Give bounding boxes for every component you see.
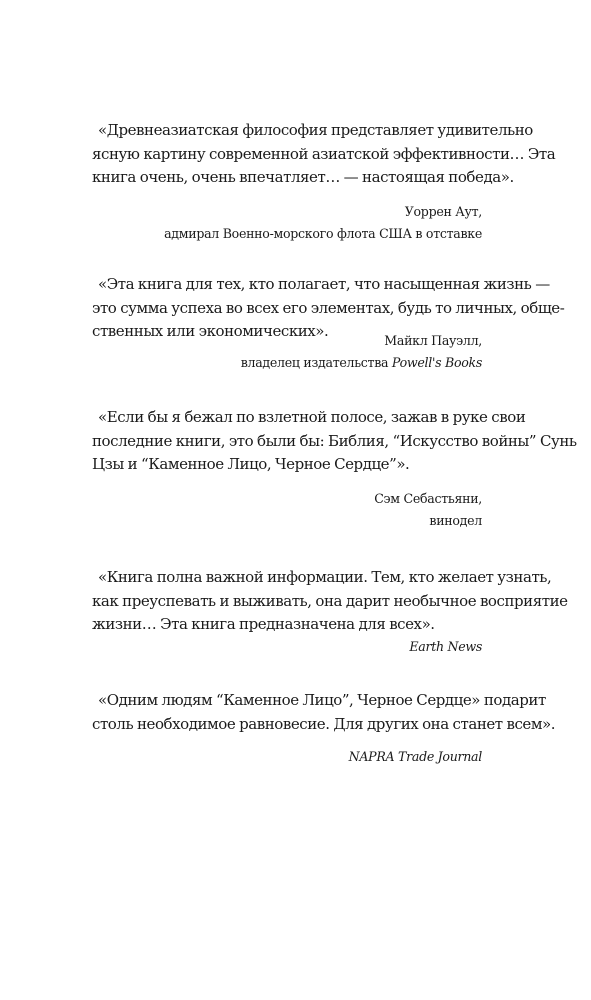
author-name: Сэм Себастьяни, [374, 491, 482, 506]
quote-line: Цзы и “Каменное Лицо, Черное Сердце”». [92, 455, 410, 473]
quote-line: жизни… Эта книга предназначена для всех». [92, 615, 435, 633]
quote-text [92, 689, 556, 736]
author-role: адмирал Военно-морского флота США в отставке [164, 226, 482, 241]
quote-line: «Книга полна важной информации. Тем, кто желает узнать, [98, 568, 552, 586]
quote-attribution [164, 201, 482, 245]
author-role: винодел [429, 513, 482, 528]
author-name: Уоррен Аут, [404, 204, 482, 219]
quote-line: ясную картину современной азиатской эффективности… Эта [92, 144, 556, 163]
quote-line: столь необходимое равновесие. Для других она станет всем». [92, 714, 556, 733]
author-name: Майкл Пауэлл, [384, 333, 482, 348]
quote-line: «Если бы я бежал по взлетной полосе, зажав в руке свои [98, 408, 526, 426]
quote-line: книга очень, очень впечатляет… — настоящая победа». [92, 168, 514, 186]
quote-attribution [409, 636, 482, 658]
quote-text [92, 566, 568, 637]
quote-attribution [349, 746, 482, 768]
quote-line: последние книги, это были бы: Библия, “Искусство войны” Сунь [92, 431, 577, 450]
quote-text [92, 406, 577, 477]
quote-line: как преуспевать и выживать, она дарит необычное восприятие [92, 591, 568, 610]
quote-text [92, 119, 556, 190]
publisher-name: Powell's Books [391, 355, 482, 370]
quote-source: Earth News [409, 639, 482, 654]
quote-source: NAPRA Trade Journal [348, 749, 482, 764]
quote-attribution [374, 488, 482, 532]
author-role-prefix: владелец издательства [240, 355, 392, 370]
quote-line: ственных или экономических». [92, 322, 329, 340]
author-role [241, 352, 482, 374]
quote-line: «Одним людям “Каменное Лицо”, Черное Сердце» подарит [98, 691, 546, 709]
quote-line: это сумма успеха во всех его элементах, будь то личных, обще- [92, 298, 565, 317]
quote-line: «Древнеазиатская философия представляет удивительно [98, 121, 533, 139]
quote-line: «Эта книга для тех, кто полагает, что насыщенная жизнь — [98, 275, 550, 293]
quote-attribution [241, 330, 482, 374]
